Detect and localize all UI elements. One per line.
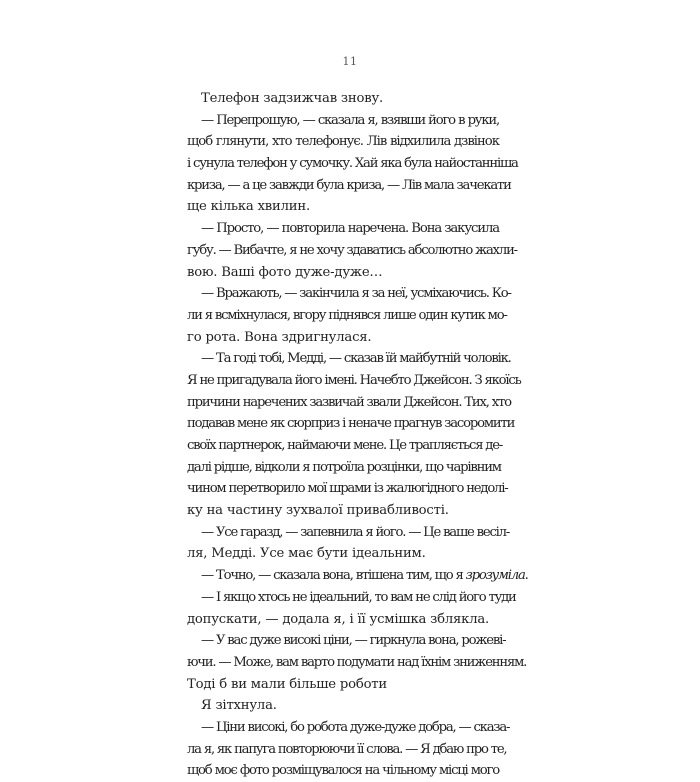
text-segment: щоб моє фото розміщувалося на чільному місці мого xyxy=(187,763,499,779)
text-line xyxy=(187,305,507,327)
text-segment: го рота. Вона здригнулася. xyxy=(187,329,372,345)
text-segment: Телефон задзижчав знову. xyxy=(201,91,384,106)
text-segment: далі рідше, відколи я потроїла розцінки, що чарівним xyxy=(187,459,501,475)
text-line xyxy=(187,543,499,565)
text-line xyxy=(187,457,499,479)
text-segment: — І якщо хтось не ідеальний, то вам не слід його туди xyxy=(201,589,516,605)
text-segment: допускати, — додала я, і її усмішка зблякла. xyxy=(187,611,490,627)
text-segment: Я не пригадувала його імені. Начебто Джейсон. З якоїсь xyxy=(187,372,521,388)
text-line xyxy=(187,630,506,652)
text-line xyxy=(187,262,499,284)
text-line xyxy=(187,674,499,696)
body-text xyxy=(187,88,528,782)
text-line xyxy=(187,196,499,218)
text-line xyxy=(187,695,499,717)
text-line xyxy=(187,283,511,305)
text-line xyxy=(187,500,499,522)
text-segment: — Та годі тобі, Медді, — сказав їй майбутній чоловік. xyxy=(201,351,511,367)
text-segment: губу. — Вибачте, я не хочу здаватись абсолютно жахли- xyxy=(187,242,517,258)
text-line xyxy=(187,370,521,392)
text-segment: — Просто, — повторила наречена. Вона закусила xyxy=(201,221,499,237)
text-segment: ючи. — Може, вам варто подумати над їхнім зниженням. xyxy=(187,654,527,670)
text-line xyxy=(187,652,527,674)
text-line xyxy=(187,413,515,435)
text-segment: ще кілька хвилин. xyxy=(187,199,310,215)
text-line xyxy=(187,110,499,132)
text-segment: подавав мене як сюрприз і неначе прагнув засоромити xyxy=(187,416,515,432)
text-segment: причини наречених зазвичай звали Джейсон. Тих, хто xyxy=(187,394,511,410)
text-line xyxy=(187,565,528,587)
text-line xyxy=(187,739,507,761)
text-segment: криза, — а це завжди була криза, — Лів мала зачекати xyxy=(187,177,511,193)
text-segment: чином перетворило мої шрами із жалюгідного недолі- xyxy=(187,481,508,497)
text-segment: — Перепрошую, — сказала я, взявши його в руки, xyxy=(201,112,499,128)
text-line xyxy=(187,435,503,457)
text-line xyxy=(187,478,508,500)
text-line xyxy=(187,717,510,739)
text-line xyxy=(187,760,499,782)
text-segment: щоб глянути, хто телефонує. Лів відхилила дзвінок xyxy=(187,134,499,150)
text-line xyxy=(187,392,511,414)
text-line xyxy=(187,153,518,175)
text-line xyxy=(187,175,511,197)
text-segment: ли я всміхнулася, вгору піднявся лише один кутик мо- xyxy=(187,307,507,323)
text-segment: — У вас дуже високі ціни, — гиркнула вона, рожеві- xyxy=(201,633,506,649)
page-number: 11 xyxy=(342,55,358,68)
text-segment: Я зітхнула. xyxy=(201,698,277,714)
text-segment: Тоді б ви мали більше роботи xyxy=(187,676,387,692)
text-line xyxy=(187,131,499,153)
text-segment: — Точно, — сказала вона, втішена тим, що я xyxy=(201,568,466,584)
italic-text: зрозуміла xyxy=(465,568,525,584)
text-line xyxy=(187,587,516,609)
text-segment: ля, Медді. Усе має бути ідеальним. xyxy=(187,546,426,562)
text-segment: своїх партнерок, наймаючи мене. Це трапляється де- xyxy=(187,438,503,453)
text-line xyxy=(187,348,511,370)
text-segment: — Вражають, — закінчила я за неї, усміхаючись. Ко- xyxy=(201,286,511,302)
text-line xyxy=(187,88,499,110)
text-segment: . xyxy=(524,568,528,584)
text-line xyxy=(187,327,499,349)
text-line xyxy=(187,240,517,262)
text-segment: ла я, як папуга повторюючи її слова. — Я дбаю про те, xyxy=(187,741,507,757)
text-segment: і сунула телефон у сумочку. Хай яка була найостанніша xyxy=(187,156,518,172)
text-segment: — Усе гаразд, — запевнила я його. — Це ваше весіл- xyxy=(201,524,510,540)
text-line xyxy=(187,609,499,631)
text-line xyxy=(187,218,499,240)
text-segment: вою. Ваші фото дуже-дуже… xyxy=(187,264,383,280)
text-segment: — Ціни високі, бо робота дуже-дуже добра, — сказа- xyxy=(201,719,510,735)
text-segment: ку на частину зухвалої привабливості. xyxy=(187,503,449,519)
text-line xyxy=(187,522,510,544)
